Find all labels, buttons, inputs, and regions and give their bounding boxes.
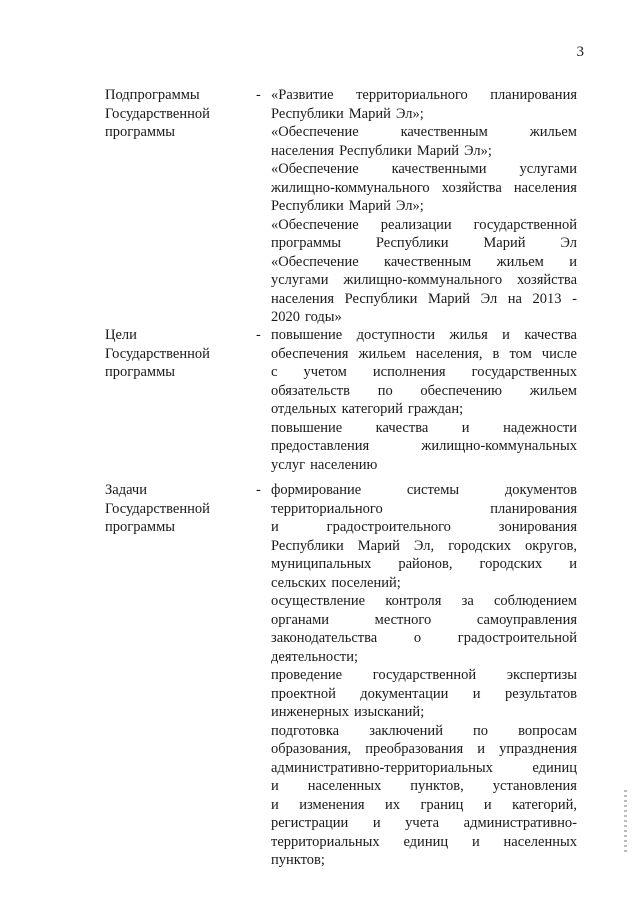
section-body xyxy=(271,326,577,474)
body-line xyxy=(271,179,577,198)
word: Эл»; xyxy=(395,105,424,122)
word: населенных xyxy=(503,833,577,850)
word: территориального xyxy=(356,87,468,103)
word: и xyxy=(483,796,492,813)
word: по xyxy=(377,382,393,399)
word: и xyxy=(271,796,279,813)
word: том xyxy=(509,345,532,362)
body-line xyxy=(271,555,577,574)
word: и xyxy=(471,833,480,850)
word: повышение xyxy=(271,419,343,436)
word: и xyxy=(502,327,510,343)
section-label-line: Государственной xyxy=(105,345,210,362)
word: с xyxy=(271,364,278,380)
word: населения xyxy=(271,290,335,307)
word: проектной xyxy=(271,685,336,702)
word: изменения xyxy=(299,796,365,813)
word: документов xyxy=(504,482,577,498)
word: планирования xyxy=(490,87,577,103)
word: жильем xyxy=(529,382,577,399)
margin-scan-mark xyxy=(624,790,627,854)
word: программы xyxy=(271,235,341,251)
body-line xyxy=(271,437,577,456)
section-label xyxy=(105,326,265,382)
word: изысканий; xyxy=(353,704,425,720)
word: упразднения xyxy=(499,741,577,757)
word: населению xyxy=(310,456,378,473)
body-line xyxy=(271,271,577,290)
section-dash: - xyxy=(256,482,261,498)
word: контроля xyxy=(385,593,442,609)
body-line xyxy=(271,123,577,142)
word: жильем xyxy=(358,345,406,362)
word: числе xyxy=(541,345,577,362)
section-label xyxy=(105,481,265,537)
word: «Обеспечение xyxy=(271,253,359,270)
word: вопросам xyxy=(518,722,577,739)
word: жилищно-коммунальных xyxy=(421,438,577,454)
word: экспертизы xyxy=(506,667,577,683)
word: соблюдением xyxy=(494,593,577,609)
word: Эл xyxy=(560,235,577,251)
word: годы» xyxy=(305,309,342,325)
word: услуг xyxy=(271,456,306,473)
word: установления xyxy=(492,778,577,794)
section-body xyxy=(271,86,577,327)
word: в xyxy=(492,345,500,362)
word: градостроительного xyxy=(326,519,451,535)
word: услугами xyxy=(271,272,329,288)
body-line xyxy=(271,518,577,537)
word: обязательств xyxy=(271,382,350,399)
word: Республики xyxy=(344,290,418,307)
word: и xyxy=(569,556,577,572)
word: качества xyxy=(375,419,429,436)
word: единиц xyxy=(403,833,449,850)
body-line xyxy=(271,537,577,556)
word: «Обеспечение xyxy=(271,161,359,177)
word: деятельности; xyxy=(271,648,359,665)
section-label-line: Государственной xyxy=(105,105,210,122)
word: инженерных xyxy=(271,704,349,720)
body-line xyxy=(271,574,577,593)
body-line xyxy=(271,216,577,235)
word: Республики xyxy=(271,537,344,554)
word: органами xyxy=(271,611,330,628)
word: учетом xyxy=(303,364,347,380)
body-line xyxy=(271,86,577,105)
word: Марий xyxy=(348,198,391,214)
word: и xyxy=(372,815,381,831)
word: и xyxy=(472,685,481,702)
word: хозяйства xyxy=(441,179,502,196)
word: административно- xyxy=(463,815,577,831)
body-line xyxy=(271,234,577,253)
section-body xyxy=(271,481,577,870)
section-label-line: Подпрограммы xyxy=(105,87,200,103)
section-dash: - xyxy=(256,327,261,343)
word: жилья xyxy=(449,327,488,343)
body-line xyxy=(271,105,577,124)
body-line xyxy=(271,400,577,419)
word: категорий, xyxy=(512,796,577,813)
word: Республики xyxy=(375,235,449,251)
word: и xyxy=(271,519,279,535)
section-label-line: Цели xyxy=(105,327,137,343)
body-line xyxy=(271,666,577,685)
body-line xyxy=(271,629,577,648)
word: проведение xyxy=(271,667,343,683)
word: округов, xyxy=(525,537,577,554)
body-line xyxy=(271,326,577,345)
word: местного xyxy=(374,611,432,628)
word: территориального xyxy=(271,500,383,517)
body-line xyxy=(271,382,577,401)
word: граждан; xyxy=(407,401,464,417)
body-line xyxy=(271,363,577,382)
word: границ xyxy=(420,796,464,813)
word: учета xyxy=(405,815,440,831)
word: о xyxy=(413,630,422,646)
word: административно-территориальных xyxy=(271,759,493,776)
body-line xyxy=(271,419,577,438)
body-line xyxy=(271,142,577,161)
word: за xyxy=(461,593,474,609)
word: территориальных xyxy=(271,833,380,850)
word: заключений xyxy=(369,722,443,739)
word: государственных xyxy=(471,364,577,380)
word: надежности xyxy=(503,419,577,436)
word: городских xyxy=(448,537,511,554)
word: обеспечению xyxy=(420,382,503,399)
body-line xyxy=(271,685,577,704)
word: Марий xyxy=(416,142,459,159)
body-line xyxy=(271,160,577,179)
body-line xyxy=(271,703,577,722)
word: «Обеспечение xyxy=(271,124,359,140)
word: Эл, xyxy=(413,537,435,554)
word: «Развитие xyxy=(271,87,334,103)
word: образования, xyxy=(271,741,352,757)
word: регистрации xyxy=(271,815,349,831)
word: системы xyxy=(406,482,460,498)
word: районов, xyxy=(398,556,453,572)
body-line xyxy=(271,592,577,611)
word: и xyxy=(271,778,279,794)
word: жильем xyxy=(529,124,577,140)
word: государственной xyxy=(473,216,577,233)
word: отдельных xyxy=(271,401,337,417)
word: единиц xyxy=(532,759,577,776)
word: пунктов; xyxy=(271,852,325,868)
body-line xyxy=(271,253,577,272)
word: осуществление xyxy=(271,593,366,609)
word: Республики xyxy=(339,142,412,159)
page-number: 3 xyxy=(576,44,584,60)
word: по xyxy=(473,722,489,739)
word: и xyxy=(461,419,470,436)
body-line xyxy=(271,308,577,327)
word: градостроительной xyxy=(457,630,577,646)
word: населения, xyxy=(415,345,483,362)
body-line xyxy=(271,648,577,667)
word: Марий xyxy=(427,290,471,307)
body-line xyxy=(271,290,577,309)
word: доступности xyxy=(356,327,436,343)
section-dash: - xyxy=(256,87,261,103)
word: планирования xyxy=(490,500,577,517)
word: категорий xyxy=(341,401,403,417)
word: их xyxy=(384,796,400,813)
word: Марий xyxy=(357,537,400,554)
word: жильем xyxy=(496,253,544,270)
word: 2013 xyxy=(532,290,562,307)
word: формирование xyxy=(271,482,362,498)
body-line xyxy=(271,481,577,500)
word: населенных xyxy=(307,778,382,794)
word: результатов xyxy=(504,685,577,702)
word: сельских xyxy=(271,574,327,591)
word: и xyxy=(477,741,485,757)
word: муниципальных xyxy=(271,556,372,572)
word: повышение xyxy=(271,327,343,343)
section-label xyxy=(105,86,265,142)
word: Эл»; xyxy=(395,198,424,214)
word: качественным xyxy=(384,253,472,270)
word: обеспечения xyxy=(271,345,349,362)
body-line xyxy=(271,456,577,475)
section-label-line: Задачи xyxy=(105,482,147,498)
word: зонирования xyxy=(498,519,577,535)
word: «Обеспечение xyxy=(271,216,359,233)
word: Республики xyxy=(271,105,344,122)
body-line xyxy=(271,740,577,759)
word: Эл xyxy=(480,290,498,307)
word: на xyxy=(507,290,522,307)
body-line xyxy=(271,345,577,364)
word: самоуправления xyxy=(476,611,577,628)
body-line xyxy=(271,777,577,796)
word: Эл»; xyxy=(463,142,492,159)
word: и xyxy=(569,253,577,270)
word: населения xyxy=(271,142,335,159)
body-line xyxy=(271,500,577,519)
word: подготовка xyxy=(271,722,340,739)
word: Марий xyxy=(483,235,526,251)
body-line xyxy=(271,722,577,741)
word: государственной xyxy=(372,667,477,683)
section-label-line: Государственной xyxy=(105,500,210,517)
word: Марий xyxy=(348,105,391,122)
word: законодательства xyxy=(271,630,378,646)
body-line xyxy=(271,851,577,870)
word: жилищно-коммунального xyxy=(271,179,430,196)
word: преобразования xyxy=(365,741,464,757)
section-label-line: программы xyxy=(105,124,175,140)
word: населения xyxy=(513,179,577,196)
word: качественными xyxy=(391,161,487,177)
word: 2020 xyxy=(271,309,300,325)
word: Республики xyxy=(271,198,344,214)
section-label-line: программы xyxy=(105,519,175,535)
word: поселений; xyxy=(331,574,401,591)
word: жилищно-коммунального xyxy=(343,272,503,288)
word: исполнения xyxy=(372,364,446,380)
word: хозяйства xyxy=(517,272,577,288)
body-line xyxy=(271,814,577,833)
body-line xyxy=(271,759,577,778)
word: качества xyxy=(524,327,577,343)
body-line xyxy=(271,197,577,216)
word: - xyxy=(572,290,577,307)
word: пунктов, xyxy=(410,778,464,794)
word: документации xyxy=(360,685,449,702)
section-label-line: программы xyxy=(105,364,175,380)
word: городских xyxy=(479,556,543,572)
word: реализации xyxy=(380,216,452,233)
word: услугами xyxy=(519,161,577,177)
word: качественным xyxy=(400,124,488,140)
body-line xyxy=(271,833,577,852)
body-line xyxy=(271,611,577,630)
body-line xyxy=(271,796,577,815)
word: предоставления xyxy=(271,438,370,454)
